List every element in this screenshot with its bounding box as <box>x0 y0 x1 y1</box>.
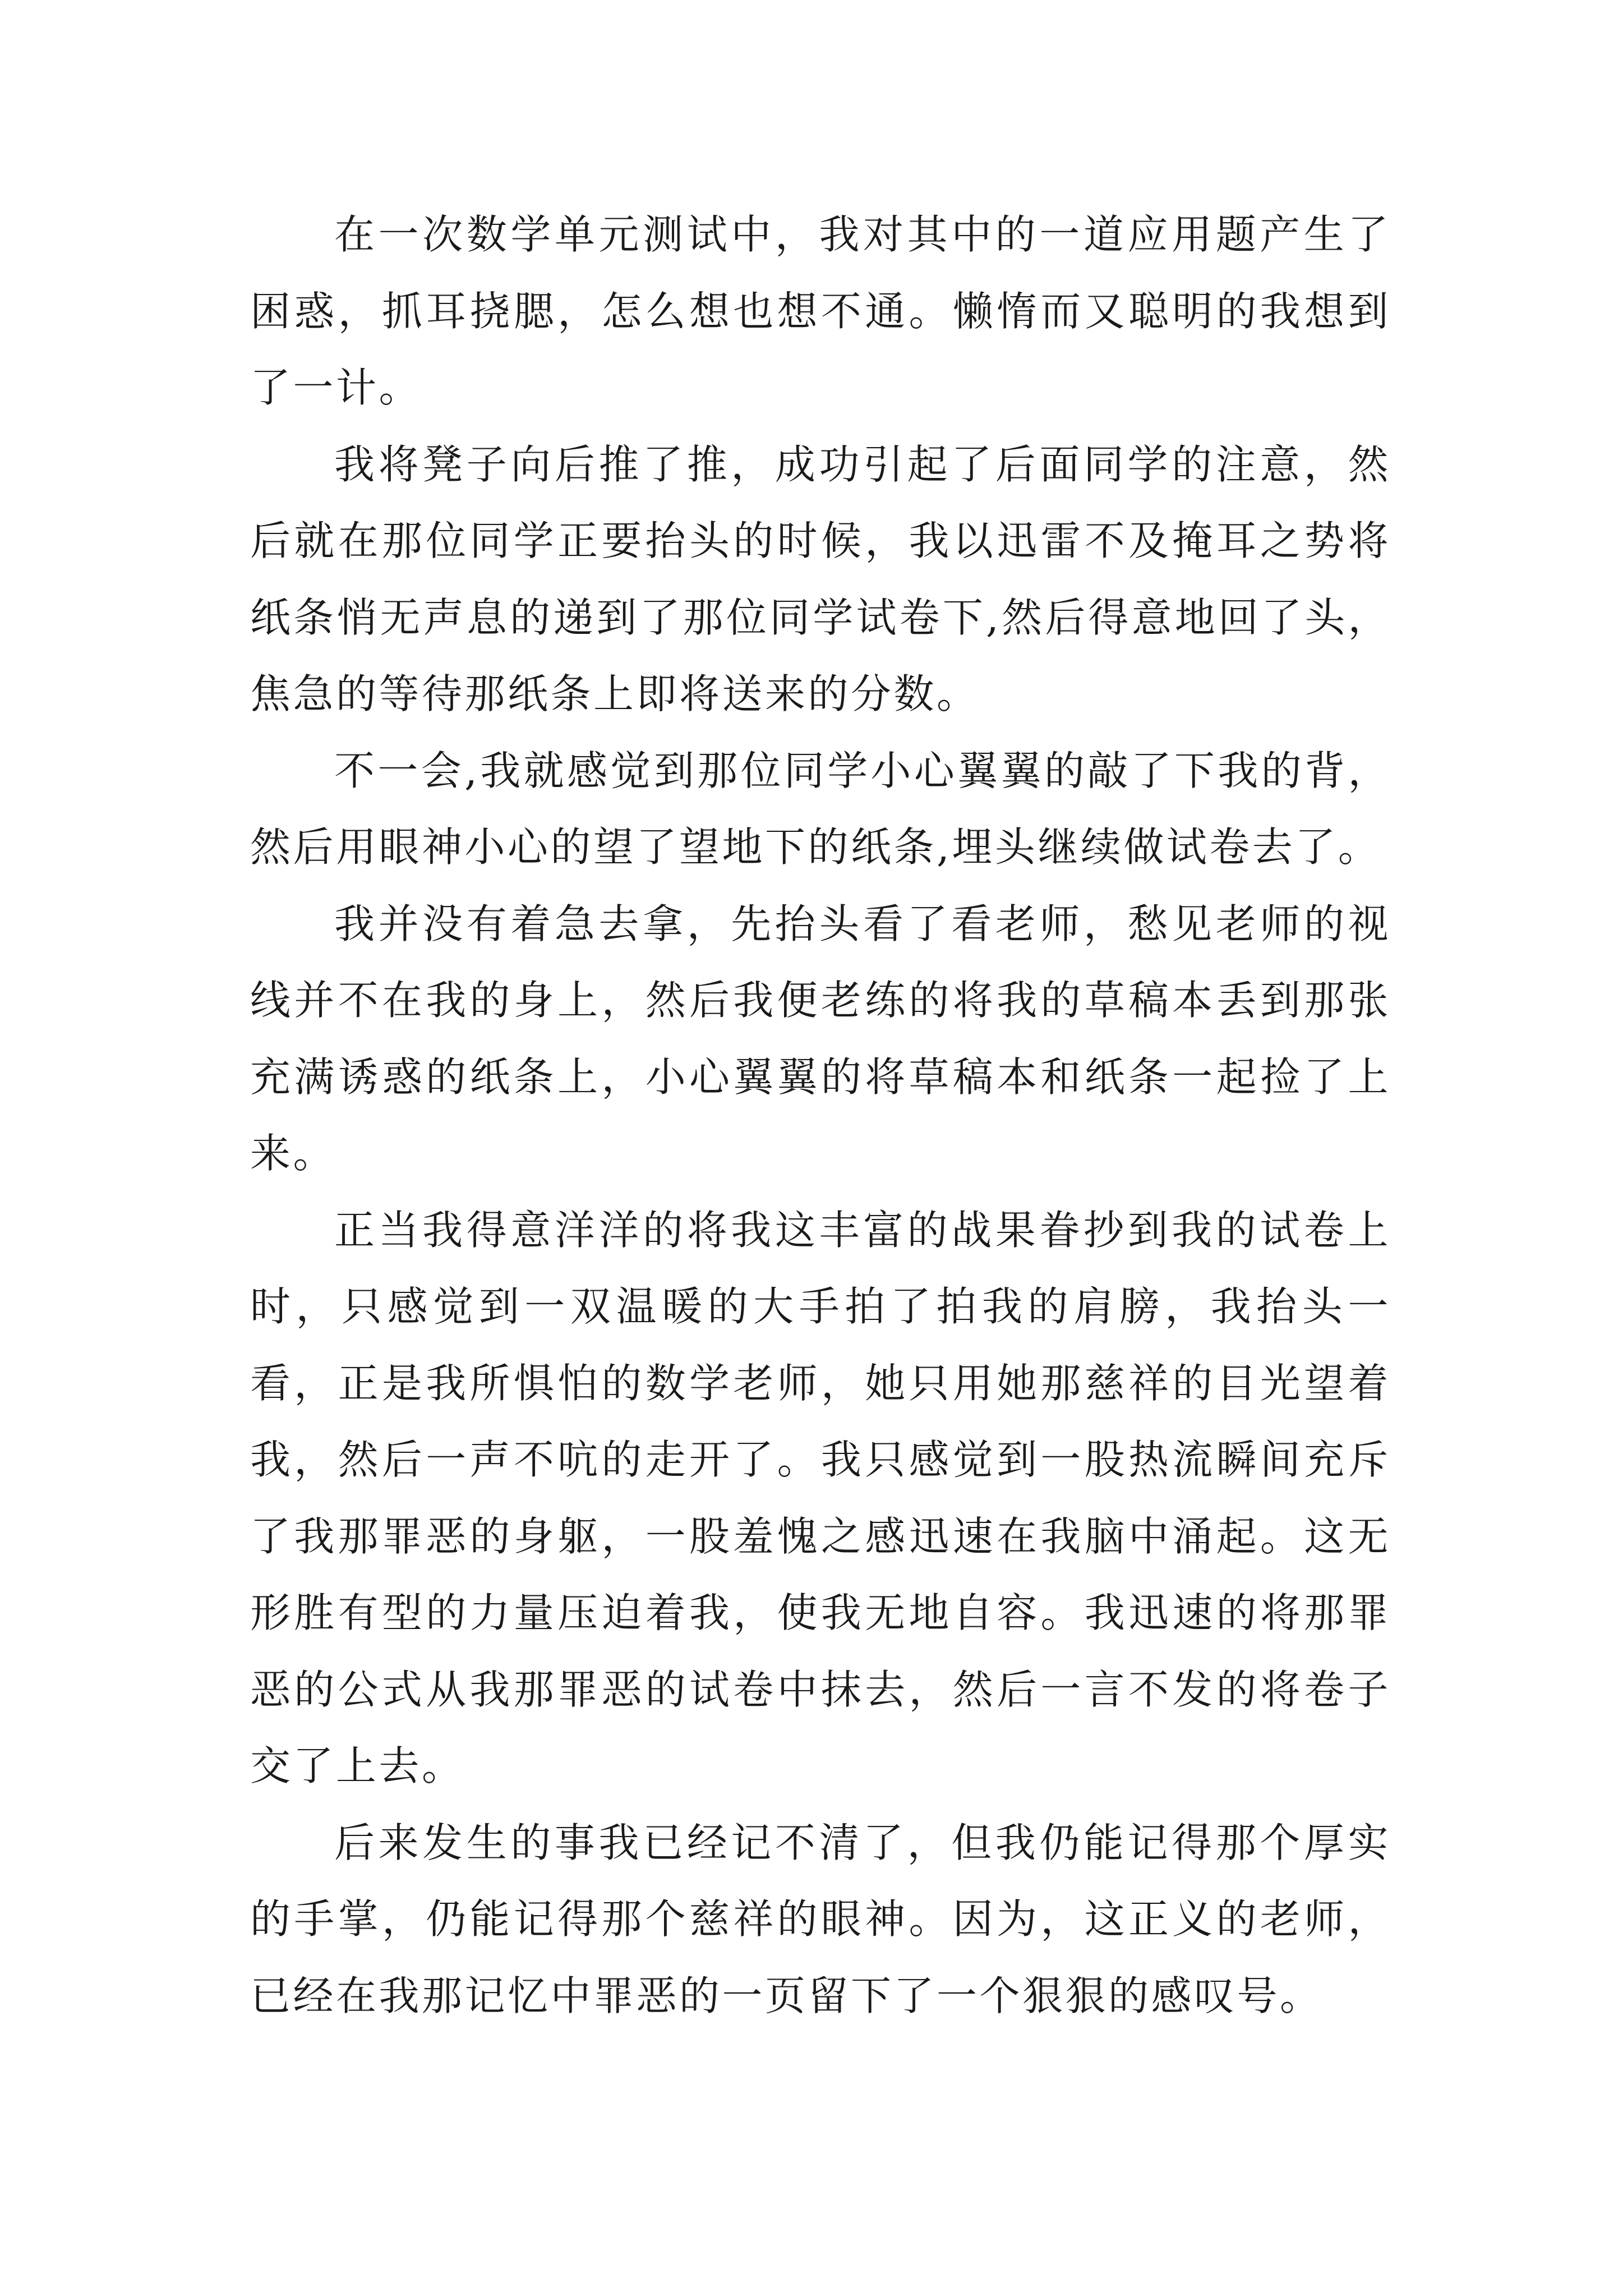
paragraph-6: 后来发生的事我已经记不清了，但我仍能记得那个厚实的手掌，仍能记得那个慈祥的眼神。因为，这正义的老师，已经在我那记忆中罪恶的一页留下了一个狠狠的感叹号。 <box>250 1819 1391 2019</box>
paragraph-3: 不一会,我就感觉到那位同学小心翼翼的敲了下我的背，然后用眼神小心的望了望地下的纸条,埋头继续做试卷去了。 <box>250 747 1391 871</box>
document-body <box>250 196 1391 2034</box>
paragraph-5: 正当我得意洋洋的将我这丰富的战果眷抄到我的试卷上时，只感觉到一双温暖的大手拍了拍我的肩膀，我抬头一看，正是我所惧怕的数学老师，她只用她那慈祥的目光望着我，然后一声不吭的走开了。我只感觉到一股热流瞬间充斥了我那罪恶的身躯，一股羞愧之感迅速在我脑中涌起。这无形胜有型的力量压迫着我，使我无地自容。我迅速的将那罪恶的公式从我那罪恶的试卷中抹去，然后一言不发的将卷子交了上去。 <box>250 1206 1391 1789</box>
paragraph-1: 在一次数学单元测试中，我对其中的一道应用题产生了困惑，抓耳挠腮，怎么想也想不通。懒惰而又聪明的我想到了一计。 <box>250 211 1391 411</box>
paragraph-2: 我将凳子向后推了推，成功引起了后面同学的注意，然后就在那位同学正要抬头的时候，我以迅雷不及掩耳之势将纸条悄无声息的递到了那位同学试卷下,然后得意地回了头，焦急的等待那纸条上即将送来的分数。 <box>250 440 1391 717</box>
paragraph-4: 我并没有着急去拿，先抬头看了看老师，愁见老师的视线并不在我的身上，然后我便老练的将我的草稿本丢到那张充满诱惑的纸条上，小心翼翼的将草稿本和纸条一起捡了上来。 <box>250 900 1391 1177</box>
